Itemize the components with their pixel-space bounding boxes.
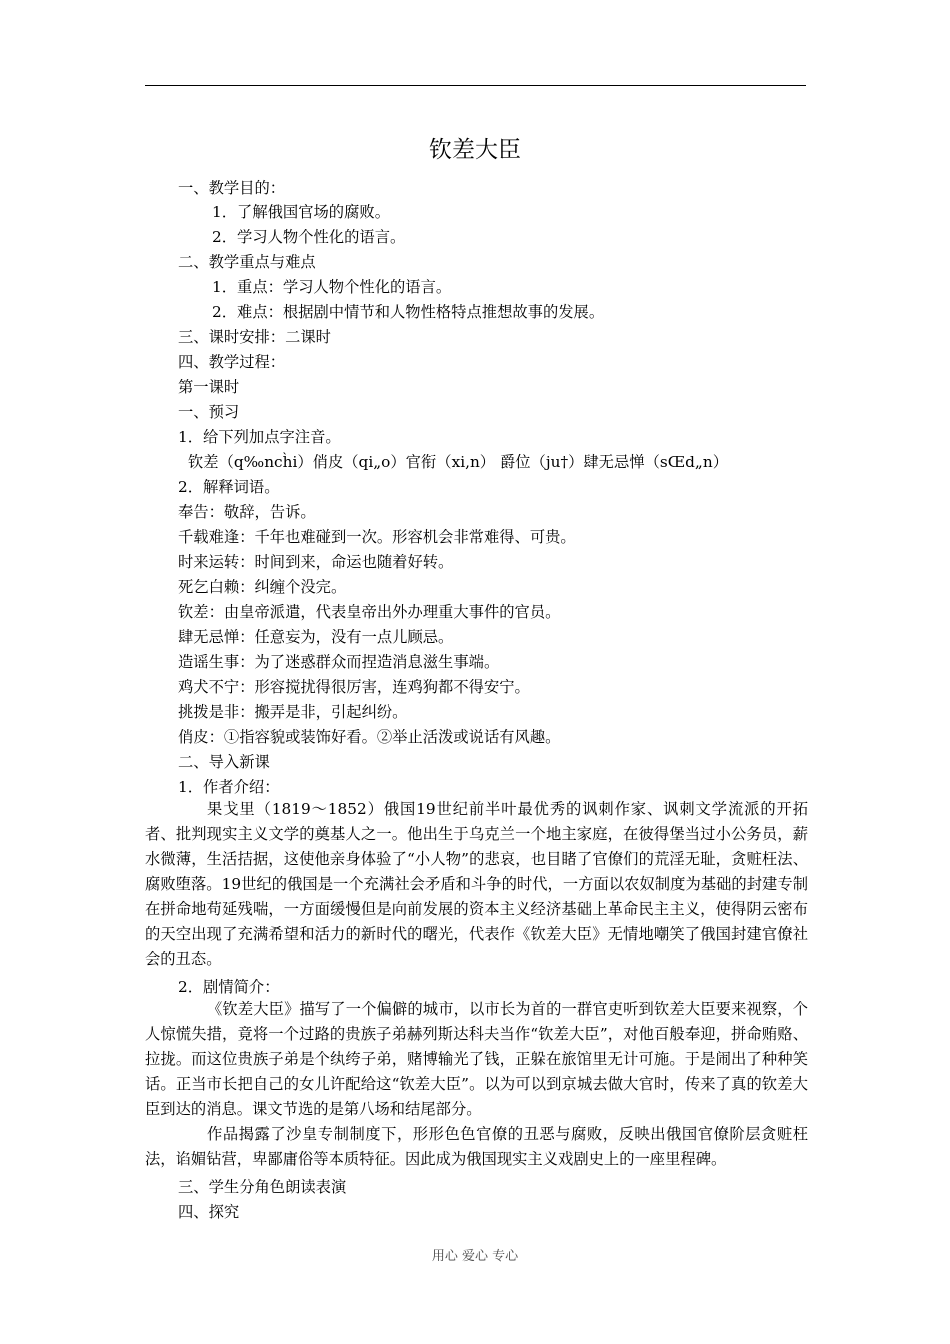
section-heading: 一、预习 bbox=[178, 403, 240, 421]
heading-objectives: 一、教学目的： bbox=[178, 179, 286, 197]
vocab-item: 肆无忌惮：任意妄为，没有一点儿顾忌。 bbox=[178, 628, 454, 646]
vocab-item: 鸡犬不宁：形容搅扰得很厉害，连鸡狗都不得安宁。 bbox=[178, 678, 530, 696]
vocab-item: 造谣生事：为了迷惑群众而捏造消息滋生事端。 bbox=[178, 653, 500, 671]
heading-schedule: 三、课时安排：二课时 bbox=[178, 328, 331, 346]
subsection-heading: 2．剧情简介： bbox=[178, 978, 280, 996]
page-footer: 用心 爱心 专心 bbox=[431, 1249, 519, 1264]
heading-focus: 二、教学重点与难点 bbox=[178, 253, 316, 271]
objective-item: 2．学习人物个性化的语言。 bbox=[212, 228, 406, 246]
vocab-item: 死乞白赖：纠缠个没完。 bbox=[178, 578, 347, 596]
subsection-heading: 1．作者介绍： bbox=[178, 778, 280, 796]
section-heading: 三、学生分角色朗读表演 bbox=[178, 1178, 347, 1196]
vocab-item: 时来运转：时间到来，命运也随着好转。 bbox=[178, 553, 454, 571]
vocab-item: 钦差：由皇帝派遣，代表皇帝出外办理重大事件的官员。 bbox=[178, 603, 561, 621]
vocab-item: 俏皮：①指容貌或装饰好看。②举止活泼或说话有风趣。 bbox=[178, 728, 561, 746]
author-paragraph: 果戈里（1819～1852）俄国19世纪前半叶最优秀的讽刺作家、讽刺文学流派的开拓者、批判现实主义文学的奠基人之一。他出生于乌克兰一个地主家庭，在彼得堡当过小公务员，薪水微薄，生活拮据，这使他亲身体验了“小人物”的悲哀，也目睹了官僚们的荒淫无耻，贪赃枉法、腐败堕落。19世纪的俄国是一个充满社会矛盾和斗争的时代，一方面以农奴制度为基础的封建专制在拼命地苟延残喘，一方面缓慢但是向前发展的资本主义经济基础上革命民主主义，使得阴云密布的天空出现了充满希望和活力的新时代的曙光，代表作《钦差大臣》无情地嘲笑了俄国封建官僚社会的丑态。 bbox=[145, 800, 808, 968]
theme-paragraph: 作品揭露了沙皇专制制度下，形形色色官僚的丑恶与腐败，反映出俄国官僚阶层贪赃枉法，谄媚钻营，卑鄙庸俗等本质特征。因此成为俄国现实主义戏剧史上的一座里程碑。 bbox=[145, 1125, 808, 1168]
exercise-heading: 2．解释词语。 bbox=[178, 478, 280, 496]
plot-paragraph: 《钦差大臣》描写了一个偏僻的城市，以市长为首的一群官吏听到钦差大臣要来视察，个人惊慌失措，竟将一个过路的贵族子弟赫列斯达科夫当作“钦差大臣”，对他百般奉迎，拼命贿赂、拉拢。而这位贵族子弟是个纨绔子弟，赌博输光了钱，正躲在旅馆里无计可施。于是闹出了种种笑话。正当市长把自己的女儿许配给这“钦差大臣”。以为可以到京城去做大官时，传来了真的钦差大臣到达的消息。课文节选的是第八场和结尾部分。 bbox=[145, 1000, 808, 1118]
focus-item: 2．难点：根据剧中情节和人物性格特点推想故事的发展。 bbox=[212, 303, 605, 321]
vocab-item: 挑拨是非：搬弄是非，引起纠纷。 bbox=[178, 703, 408, 721]
focus-item: 1．重点：学习人物个性化的语言。 bbox=[212, 278, 452, 296]
exercise-heading: 1．给下列加点字注音。 bbox=[178, 428, 341, 446]
header-rule bbox=[145, 85, 806, 86]
vocab-item: 千载难逢：千年也难碰到一次。形容机会非常难得、可贵。 bbox=[178, 528, 576, 546]
pinyin-line: 钦差（q‰nch̀i）俏皮（qi„o）官衔（xi,n） 爵位（ju†）肆无忌惮（sŒd„n） bbox=[188, 453, 728, 471]
section-heading: 二、导入新课 bbox=[178, 753, 270, 771]
vocab-item: 奉告：敬辞，告诉。 bbox=[178, 503, 316, 521]
heading-process: 四、教学过程： bbox=[178, 353, 286, 371]
objective-item: 1．了解俄国官场的腐败。 bbox=[212, 203, 390, 221]
lesson-heading: 第一课时 bbox=[178, 378, 240, 396]
page-title: 钦差大臣 bbox=[429, 137, 521, 163]
section-heading: 四、探究 bbox=[178, 1203, 240, 1221]
